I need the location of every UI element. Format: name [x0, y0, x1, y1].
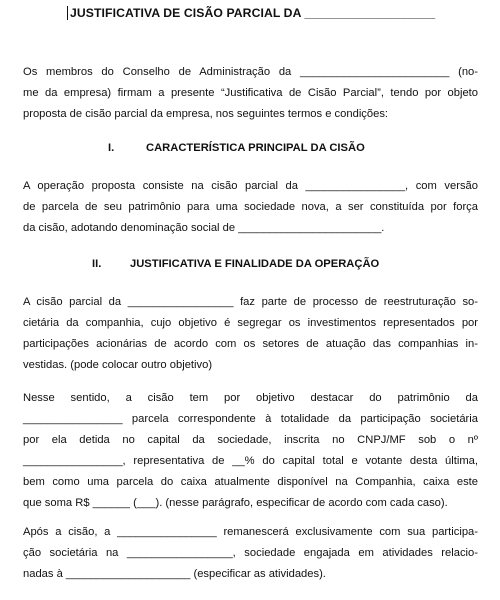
- section-title: CARACTERÍSTICA PRINCIPAL DA CISÃO: [146, 142, 365, 154]
- paragraph-line: de parcela de seu patrimônio para uma sociedade nova, a ser constituída por força: [23, 201, 478, 213]
- paragraph-line: bem como uma parcela do caixa atualmente disponível na Companhia, caixa este: [23, 476, 478, 488]
- paragraph-line: por ela detida no capital da sociedade, inscrita no CNPJ/MF sob o nº: [23, 434, 478, 446]
- paragraph-line: Após a cisão, a ________________ remanescerá exclusivamente com sua participa-: [23, 526, 478, 538]
- section-heading-1: [108, 142, 365, 154]
- paragraph-line: nadas à ____________________ (especificar as atividades).: [23, 568, 326, 580]
- section-heading-2: [92, 258, 379, 270]
- paragraph-line: A operação proposta consiste na cisão parcial da ________________, com versão: [23, 180, 478, 192]
- intro-paragraph: [23, 62, 478, 125]
- paragraph-line: Nesse sentido, a cisão tem por objetivo destacar do patrimônio da: [23, 392, 478, 404]
- section2-paragraph-3: [23, 522, 478, 585]
- paragraph-line: me da empresa) firmam a presente “Justificativa de Cisão Parcial”, tendo por objeto: [23, 87, 478, 99]
- paragraph-line: ________________, representativa de __% do capital total e votante desta última,: [23, 455, 478, 467]
- section-number: I.: [108, 142, 115, 154]
- section2-paragraph-1: [23, 292, 478, 376]
- paragraph-line: A cisão parcial da _________________ faz parte de processo de reestruturação so-: [23, 296, 478, 308]
- section1-paragraph: [23, 176, 478, 239]
- paragraph-line: vestidas. (pode colocar outro objetivo): [23, 359, 213, 371]
- paragraph-line: da cisão, adotando denominação social de _______________________.: [23, 222, 385, 234]
- text-cursor: [67, 6, 68, 20]
- section-title: JUSTIFICATIVA E FINALIDADE DA OPERAÇÃO: [130, 258, 380, 270]
- paragraph-line: ção societária na _________________, sociedade engajada em atividades relacio-: [23, 547, 478, 559]
- paragraph-line: cietária da companhia, cujo objetivo é segregar os investimentos representados por: [23, 317, 478, 329]
- section2-paragraph-2: [23, 388, 478, 514]
- paragraph-line: participações acionárias de acordo com os setores de atuação das companhias in-: [23, 338, 478, 350]
- paragraph-line: ________________ parcela correspondente à totalidade da participação societária: [23, 413, 478, 425]
- paragraph-line: Os membros do Conselho de Administração da ________________________ (no-: [23, 66, 478, 78]
- document-title: JUSTIFICATIVA DE CISÃO PARCIAL DA ___________________: [70, 6, 436, 20]
- paragraph-line: que soma R$ ______ (___). (nesse parágrafo, especificar de acordo com cada caso).: [23, 497, 448, 509]
- paragraph-line: proposta de cisão parcial da empresa, nos seguintes termos e condições:: [23, 108, 389, 120]
- section-number: II.: [92, 258, 102, 270]
